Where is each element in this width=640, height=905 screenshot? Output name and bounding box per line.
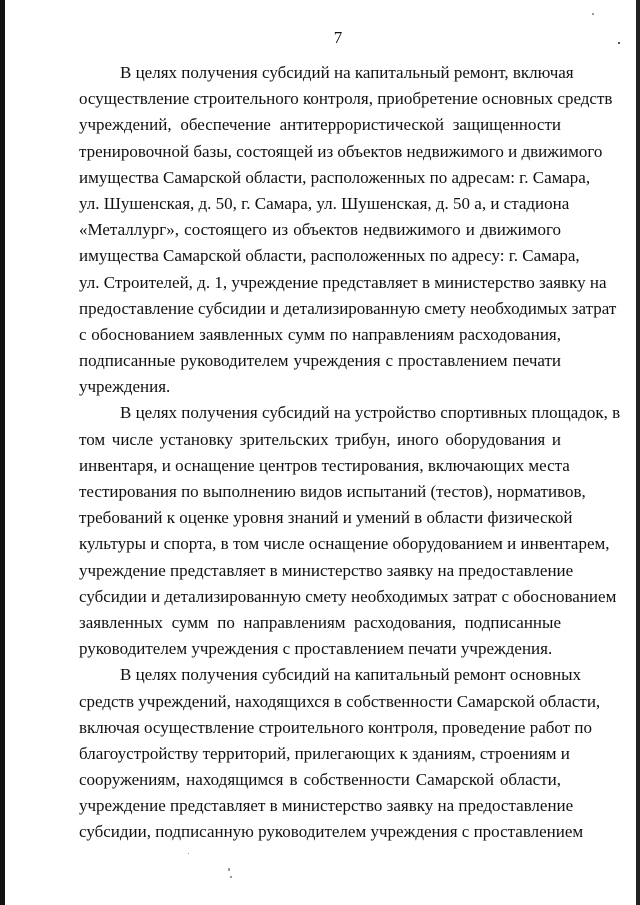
text-line: культуры и спорта, в том числе оснащение оборудованием и инвентарем, (79, 534, 610, 554)
text-line: имущества Самарской области, расположенных по адресам: г. Самара, (79, 167, 591, 187)
scan-speck (188, 853, 189, 854)
text-line: ул. Строителей, д. 1, учреждение представляет в министерство заявку на (79, 272, 607, 292)
text-line: «Металлург», состоящего из объектов недвижимого и движимого (79, 220, 561, 240)
text-line: подписанные руководителем учреждения с проставлением печати (79, 351, 561, 371)
text-line: тренировочной базы, состоящей из объектов недвижимого и движимого (79, 141, 603, 161)
text-line: руководителем учреждения с проставлением печати учреждения. (79, 639, 553, 659)
text-line: учреждения. (79, 377, 171, 397)
text-line: том числе установку зрительских трибун, иного оборудования и (79, 429, 561, 449)
scan-border-right (636, 0, 640, 905)
text-line: сооружениям, находящимся в собственности Самарской области, (79, 770, 561, 790)
text-line: предоставление субсидии и детализированную смету необходимых затрат (79, 298, 617, 318)
text-line: средств учреждений, находящихся в собственности Самарской области, (79, 691, 601, 711)
document-body (79, 60, 621, 846)
text-line: инвентаря, и оснащение центров тестирования, включающих места (79, 455, 570, 475)
page-number: 7 (333, 28, 343, 47)
scan-speck (618, 42, 620, 44)
text-line: ул. Шушенская, д. 50, г. Самара, ул. Шушенская, д. 50 а, и стадиона (79, 193, 570, 213)
text-line: учреждений, обеспечение антитеррористической защищенности (79, 115, 561, 135)
text-line: учреждение представляет в министерство заявку на предоставление (79, 796, 574, 816)
scan-speck (230, 876, 232, 878)
paragraph-2 (79, 400, 621, 662)
text-line: субсидии и детализированную смету необходимых затрат с обоснованием (79, 586, 617, 606)
text-line: с обоснованием заявленных сумм по направлениям расходования, (79, 324, 561, 344)
text-line: субсидии, подписанную руководителем учреждения с проставлением (79, 822, 584, 842)
text-line: В целях получения субсидий на капитальный ремонт, включая (120, 63, 574, 82)
text-line: включая осуществление строительного контроля, проведение работ по (79, 717, 592, 737)
text-line: благоустройству территорий, прилегающих к зданиям, строениям и (79, 743, 570, 763)
paragraph-1 (79, 60, 617, 400)
scan-speck (592, 13, 594, 15)
text-line: В целях получения субсидий на капитальный ремонт основных (120, 665, 582, 685)
text-line: имущества Самарской области, расположенных по адресу: г. Самара, (79, 246, 580, 266)
text-line: требований к оценке уровня знаний и умений в области физической (79, 508, 573, 528)
text-line: тестирования по выполнению видов испытаний (тестов), нормативов, (79, 482, 586, 501)
text-line: В целях получения субсидий на устройство спортивных площадок, в (120, 403, 621, 423)
scan-border-left (0, 0, 5, 905)
scan-speck (228, 868, 230, 871)
text-line: осуществление строительного контроля, приобретение основных средств (79, 89, 613, 109)
text-line: учреждение представляет в министерство заявку на предоставление (79, 560, 574, 580)
paragraph-3 (79, 662, 601, 845)
text-line: заявленных сумм по направлениям расходования, подписанные (79, 612, 561, 632)
